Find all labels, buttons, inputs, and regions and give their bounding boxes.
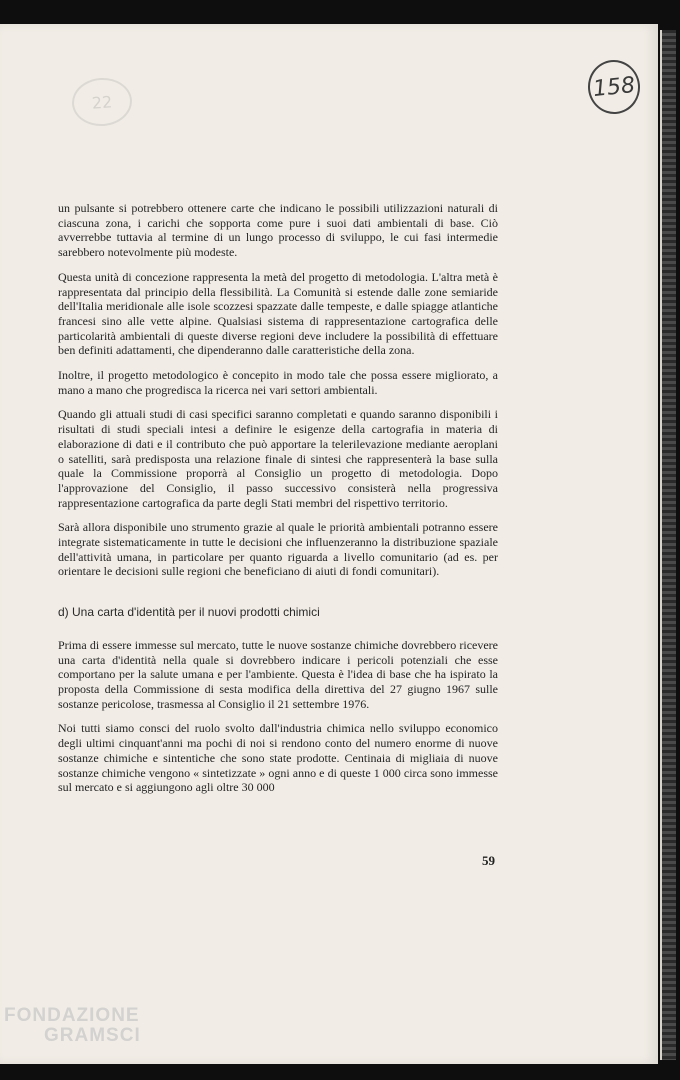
section-heading: d) Una carta d'identità per il nuovi prodotti chimici (58, 605, 320, 620)
book-binding-edge (660, 30, 676, 1060)
paragraph-3: Inoltre, il progetto metodologico è concepito in modo tale che possa essere migliorato, a mano a mano che progredisca la ricerca nei vari settori ambientali. (58, 368, 498, 397)
watermark-line-2: GRAMSCI (44, 1025, 141, 1046)
paragraph-2: Questa unità di concezione rappresenta la metà del progetto di metodologia. L'altra metà è rappresentata dal principio della flessibilità. La Comunità si estende dalle zone semiaride dell'Italia meridionale alle isole scozzesi spazzate dalle tempeste, e dalle spiagge atlantiche francesi sino alle vette alpine. Qualsiasi sistema di rappresentazione cartografica delle particolarità ambientali di queste diverse regioni deve includere la possibilità di effettuare ben definiti adattamenti, che dipenderanno dalle caratteristiche della zona. (58, 269, 498, 358)
archive-watermark (4, 1006, 141, 1046)
paragraph-1: un pulsante si potrebbero ottenere carte che indicano le possibili utilizzazioni naturali di ciascuna zona, i carichi che sopporta come pure i suoi dati ambientali di base. Ciò avverrebbe tuttavia al termine di un lungo processo di sviluppo, le cui fasi intermedie sarebbero notevolmente più modeste. (58, 201, 498, 260)
document-page (0, 24, 658, 1064)
page-body (58, 201, 498, 805)
watermark-line-1: FONDAZIONE (4, 1005, 140, 1026)
page-number: 59 (482, 853, 495, 868)
paragraph-4: Quando gli attuali studi di casi specifici saranno completati e quando saranno disponibili i risultati di studi speciali intesi a definire le esigenze della cartografia in materia di elaborazione di dati e il contributo che può apportare la telerilevazione mediante aeroplani o satelliti, sarà predisposta una relazione finale di sintesi che rappresenterà la base sulla quale la Commissione proporrà al Consiglio un progetto di metodologia. Dopo l'approvazione del Consiglio, il passo successivo consisterà nella progressiva rappresentazione cartografica da parte degli Stati membri del rispettivo territorio. (58, 407, 498, 510)
archive-number-stamp: 158 (585, 57, 642, 116)
paragraph-5: Sarà allora disponibile uno strumento grazie al quale le priorità ambientali potranno essere integrate sistematicamente in tutte le decisioni che influenzeranno la distribuzione spaziale dell'attività umana, in particolare per quanto riguarda a livello comunitario (ad es. per orientare le decisioni sulle regioni che beneficiano di aiuti di fondi comunitari). (58, 520, 498, 579)
section-paragraph-1: Prima di essere immesse sul mercato, tutte le nuove sostanze chimiche dovrebbero ricevere una carta d'identità nella quale si dovrebbero indicare i pericoli potenziali che esse comportano per la salute umana e per l'ambiente. Questa è l'idea di base che ha ispirato la proposta della Commissione di sesta modifica della direttiva del 27 giugno 1967 sulle sostanze pericolose, trasmessa al Consiglio il 21 settembre 1976. (58, 637, 498, 711)
faint-stamp: 22 (70, 76, 133, 128)
section-paragraph-2: Noi tutti siamo consci del ruolo svolto dall'industria chimica nello sviluppo economico degli ultimi cinquant'anni ma pochi di noi si rendono conto del numero enorme di nuove sostanze chimiche e sintentiche che sono state prodotte. Centinaia di migliaia di nuove sostanze chimiche vengono « sintetizzate » ogni anno e di queste 1 000 circa sono immesse sul mercato e si aggiungono agli oltre 30 000 (58, 721, 498, 795)
